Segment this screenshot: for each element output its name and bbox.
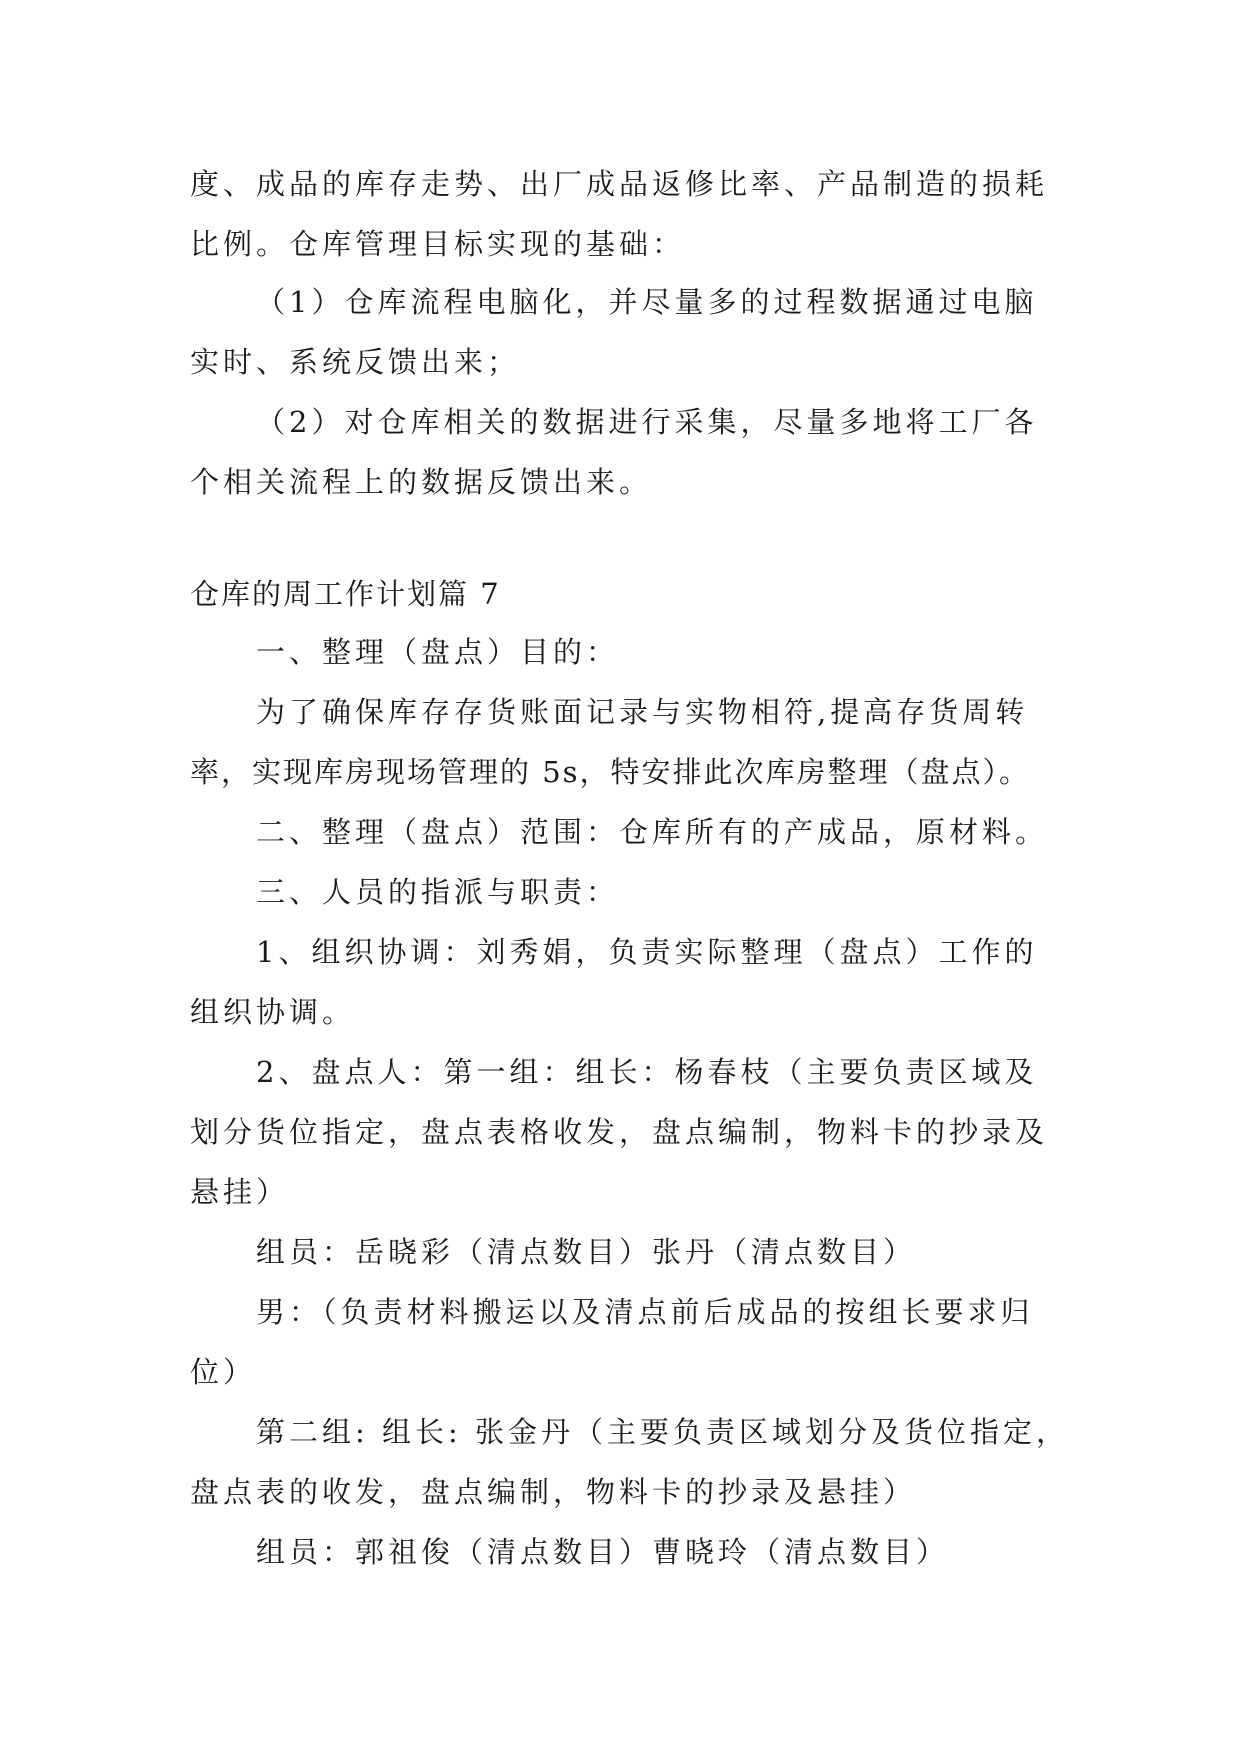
paragraph-line: （1）仓库流程电脑化，并尽量多的过程数据通过电脑: [256, 285, 1038, 319]
paragraph-line: 2、盘点人：第一组：组长：杨春枝（主要负责区域及: [256, 1055, 1038, 1089]
paragraph-line: 1、组织协调：刘秀娟，负责实际整理（盘点）工作的: [256, 935, 1038, 969]
paragraph-line: 比例。仓库管理目标实现的基础：: [190, 227, 686, 261]
paragraph-line: 组员：岳晓彩（清点数目）张丹（清点数目）: [256, 1235, 917, 1269]
paragraph-line: 实时、系统反馈出来；: [190, 345, 521, 379]
paragraph-line: 度、成品的库存走势、出厂成品返修比率、产品制造的损耗: [190, 167, 1049, 201]
paragraph-line: 划分货位指定，盘点表格收发，盘点编制，物料卡的抄录及: [190, 1115, 1049, 1149]
paragraph-line: 为了确保库存存货账面记录与实物相符,提高存货周转: [256, 695, 1029, 729]
paragraph-line: 三、人员的指派与职责：: [256, 875, 620, 909]
paragraph-line: 组织协调。: [190, 995, 356, 1029]
paragraph-line: 位）: [190, 1355, 257, 1389]
paragraph-line: （2）对仓库相关的数据进行采集，尽量多地将工厂各: [256, 405, 1038, 439]
paragraph-line: 二、整理（盘点）范围：仓库所有的产成品，原材料。: [256, 815, 1049, 849]
paragraph-line: 率，实现库房现场管理的 5s，特安排此次库房整理（盘点）。: [190, 755, 1031, 789]
paragraph-line: 个相关流程上的数据反馈出来。: [190, 465, 653, 499]
paragraph-line: 第二组: 组长: 张金丹（主要负责区域划分及货位指定，: [256, 1415, 1069, 1449]
paragraph-line: 悬挂）: [190, 1175, 290, 1209]
paragraph-line: 男：（负责材料搬运以及清点前后成品的按组长要求归: [256, 1295, 1034, 1329]
section-heading: 仓库的周工作计划篇 7: [190, 577, 501, 611]
paragraph-line: 一、整理（盘点）目的：: [256, 635, 620, 669]
paragraph-line: 盘点表的收发，盘点编制，物料卡的抄录及悬挂）: [190, 1475, 917, 1509]
paragraph-line: 组员：郭祖俊（清点数目）曹晓玲（清点数目）: [256, 1535, 950, 1569]
